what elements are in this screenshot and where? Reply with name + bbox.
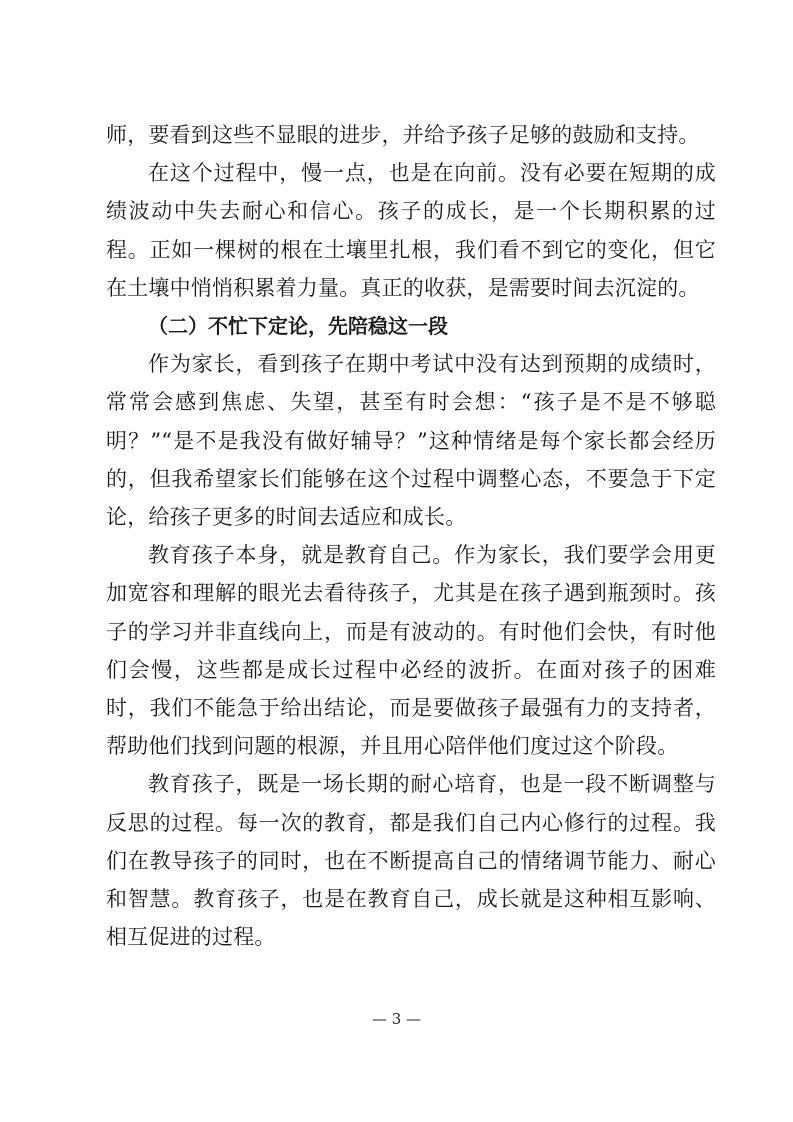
paragraph-patience: 在这个过程中，慢一点，也是在向前。没有必要在短期的成绩波动中失去耐心和信心。孩子的成长，是一个长期积累的过程。正如一棵树的根在土壤里扎根，我们看不到它的变化，但它在土壤中悄悄积累着力量。真正的收获，是需要时间去沉淀的。 bbox=[106, 161, 716, 300]
paragraph-long-term: 教育孩子，既是一场长期的耐心培育，也是一段不断调整与反思的过程。每一次的教育，都是我们自己内心修行的过程。我们在教导孩子的同时，也在不断提高自己的情绪调节能力、耐心和智慧。教育孩子，也是在教育自己，成长就是这种相互影响、相互促进的过程。 bbox=[106, 772, 716, 950]
paragraph-parent-anxiety: 作为家长，看到孩子在期中考试中没有达到预期的成绩时，常常会感到焦虑、失望，甚至有时会想：“孩子是不是不够聪明？”“是不是我没有做好辅导？”这种情绪是每个家长都会经历的，但我希望家长们能够在这个过程中调整心态，不要急于下定论，给孩子更多的时间去适应和成长。 bbox=[106, 352, 716, 530]
section-heading: （二）不忙下定论，先陪稳这一段 bbox=[148, 314, 448, 339]
page-number: — 3 — bbox=[371, 1010, 422, 1028]
paragraph-continuation: 师，要看到这些不显眼的进步，并给予孩子足够的鼓励和支持。 bbox=[106, 123, 700, 147]
document-body bbox=[106, 116, 716, 956]
paragraph-educate-self: 教育孩子本身，就是教育自己。作为家长，我们要学会用更加宽容和理解的眼光去看待孩子，尤其是在孩子遇到瓶颈时。孩子的学习并非直线向上，而是有波动的。有时他们会快，有时他们会慢，这些都是成长过程中必经的波折。在面对孩子的困难时，我们不能急于给出结论，而是要做孩子最强有力的支持者，帮助他们找到问题的根源，并且用心陪伴他们度过这个阶段。 bbox=[106, 543, 716, 759]
